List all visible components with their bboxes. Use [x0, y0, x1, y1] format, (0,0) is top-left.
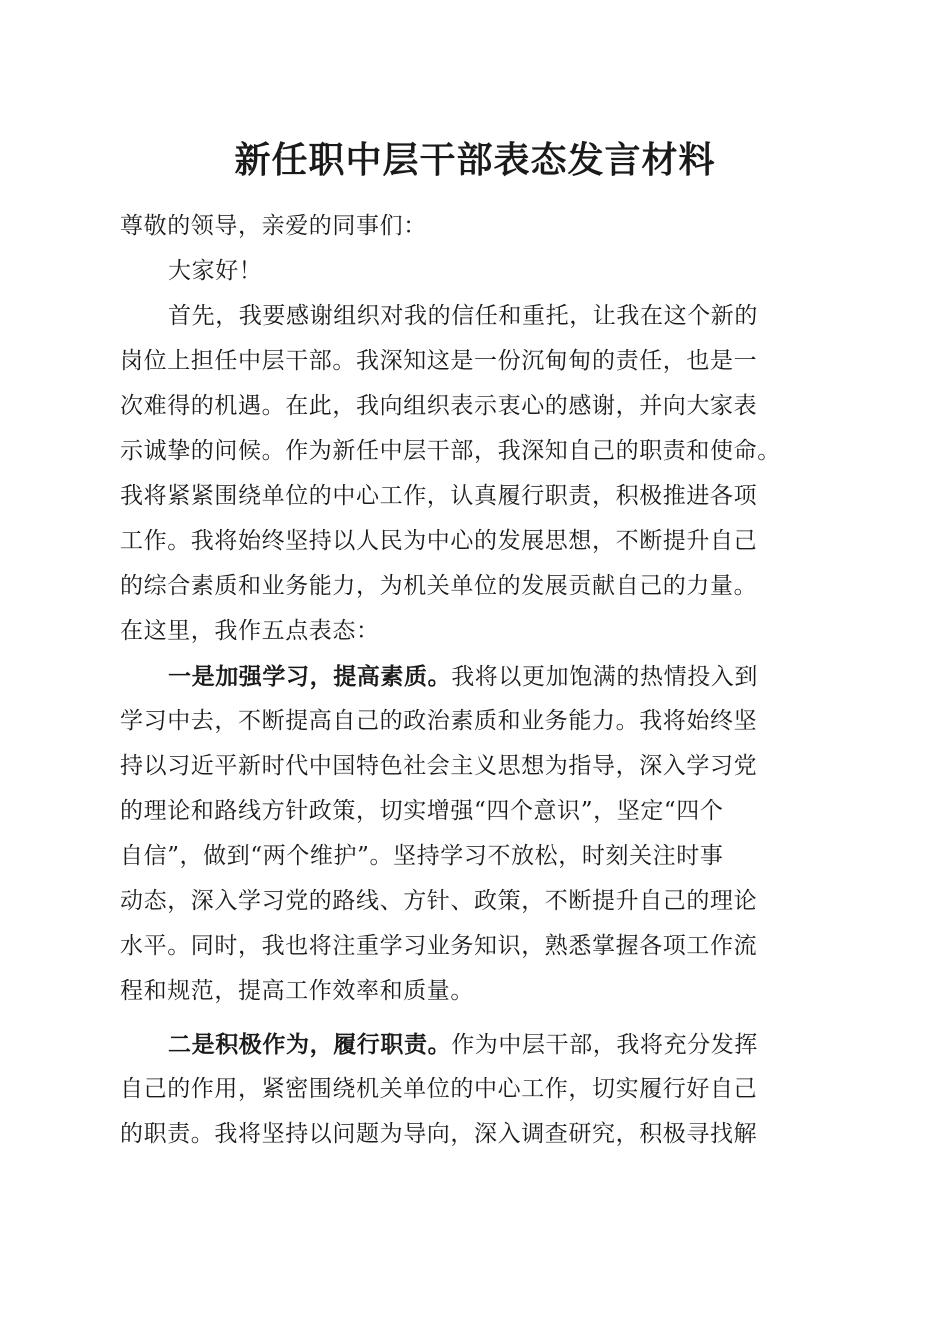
- greeting-line: 大家好！: [168, 258, 263, 284]
- document-title: 新任职中层干部表态发言材料: [234, 139, 716, 181]
- paragraph-line: 在这里，我作五点表态：: [120, 618, 380, 644]
- paragraph-line: 岗位上担任中层干部。我深知这是一份沉甸甸的责任，也是一: [120, 348, 758, 374]
- paragraph-line: 自信”，做到“两个维护”。坚持学习不放松，时刻关注时事: [120, 843, 724, 869]
- point-one-line: 一是加强学习，提高素质。我将以更加饱满的热情投入到: [168, 663, 759, 690]
- paragraph-line: 程和规范，提高工作效率和质量。: [120, 978, 474, 1004]
- paragraph-line: 学习中去，不断提高自己的政治素质和业务能力。我将始终坚: [120, 708, 758, 734]
- paragraph-line: 自己的作用，紧密围绕机关单位的中心工作，切实履行好自己: [120, 1076, 758, 1102]
- paragraph-line: 的理论和路线方针政策，切实增强“四个意识”，坚定“四个: [120, 798, 724, 824]
- paragraph-line: 的职责。我将坚持以问题为导向，深入调查研究，积极寻找解: [120, 1121, 758, 1147]
- paragraph-line: 首先，我要感谢组织对我的信任和重托，让我在这个新的: [168, 303, 758, 329]
- paragraph-line: 工作。我将始终坚持以人民为中心的发展思想，不断提升自己: [120, 528, 758, 554]
- paragraph-line: 水平。同时，我也将注重学习业务知识，熟悉掌握各项工作流: [120, 933, 758, 959]
- paragraph-line: 动态，深入学习党的路线、方针、政策，不断提升自己的理论: [120, 888, 758, 914]
- point-two-heading: 二是积极作为，履行职责。: [168, 1031, 452, 1058]
- paragraph-gap: [120, 1014, 832, 1022]
- salutation-line: 尊敬的领导，亲爱的同事们：: [120, 213, 427, 239]
- paragraph-line: 我将紧紧围绕单位的中心工作，认真履行职责，积极推进各项: [120, 483, 758, 509]
- point-two-line: 二是积极作为，履行职责。作为中层干部，我将充分发挥: [168, 1031, 759, 1058]
- paragraph-line: 的综合素质和业务能力，为机关单位的发展贡献自己的力量。: [120, 573, 758, 599]
- paragraph-line: 示诚挚的问候。作为新任中层干部，我深知自己的职责和使命。: [120, 438, 781, 464]
- document-body: [120, 204, 832, 1157]
- point-one-heading: 一是加强学习，提高素质。: [168, 663, 452, 690]
- paragraph-line: 次难得的机遇。在此，我向组织表示衷心的感谢，并向大家表: [120, 393, 758, 419]
- paragraph-line: 持以习近平新时代中国特色社会主义思想为指导，深入学习党: [120, 753, 758, 779]
